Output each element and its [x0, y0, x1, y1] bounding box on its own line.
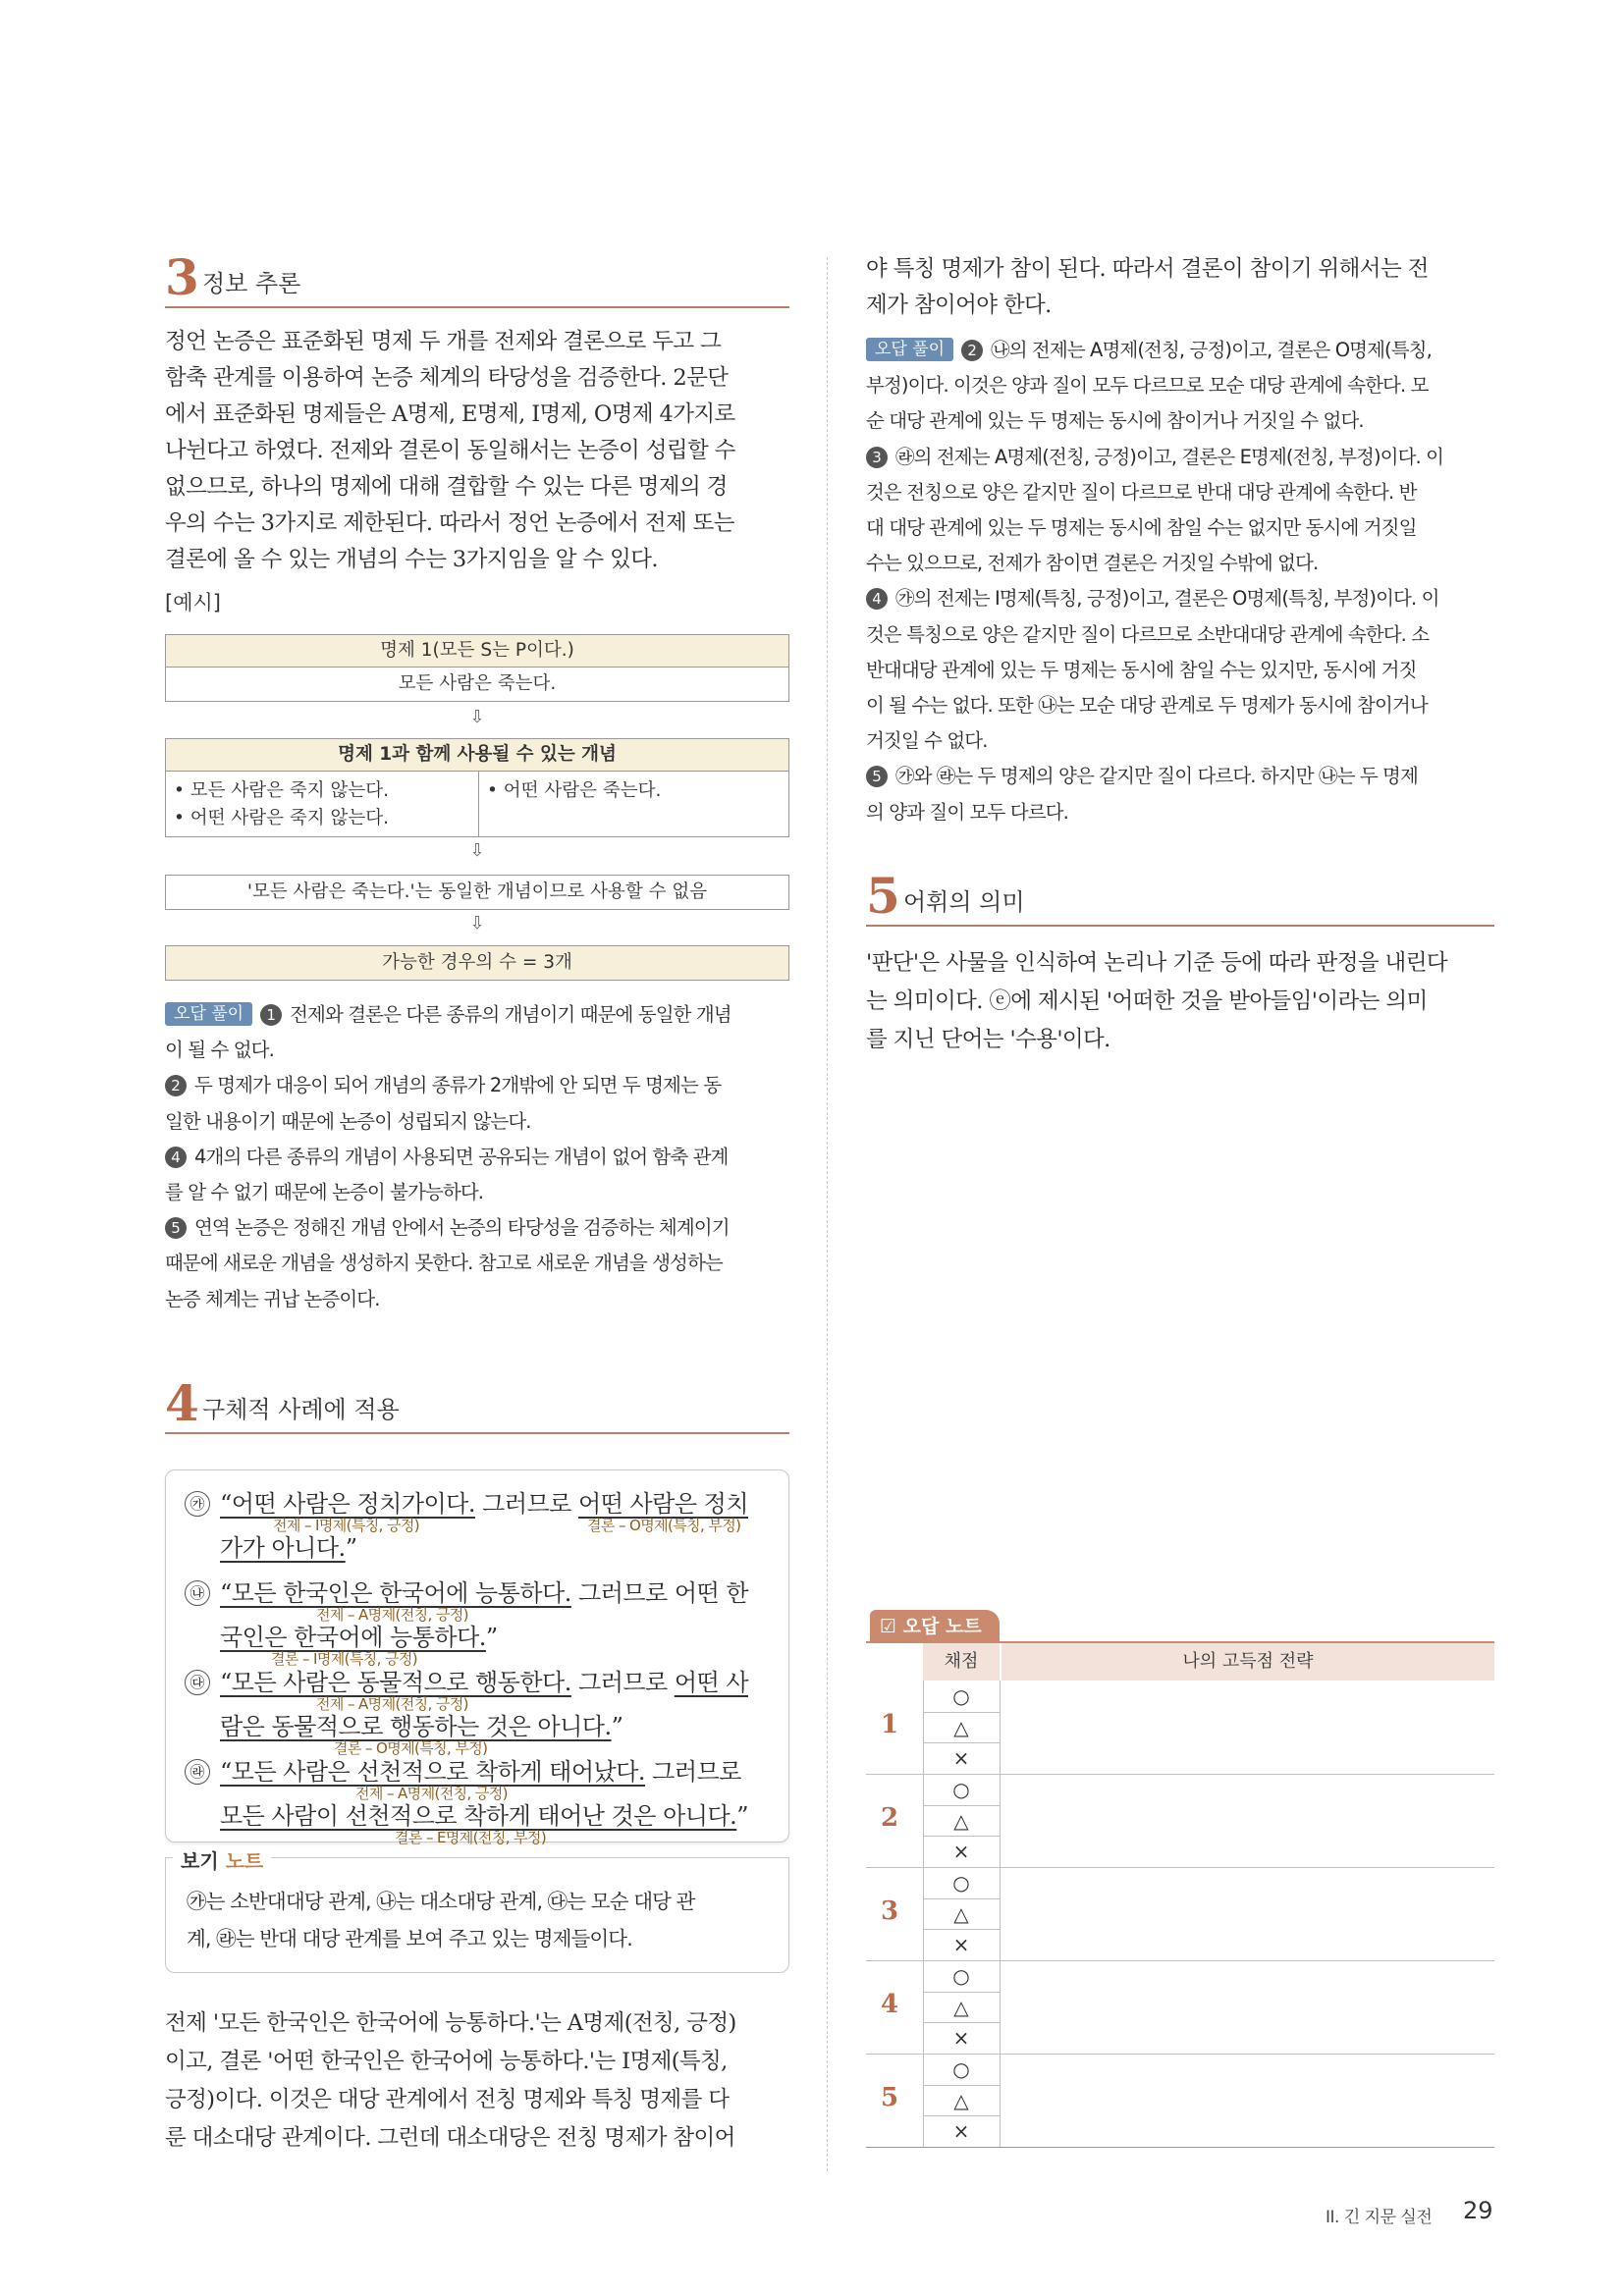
proposition-box-body: 모든 사람은 죽는다. [165, 667, 789, 702]
combinable-item: • 어떤 사람은 죽지 않는다. [174, 808, 390, 828]
connector-text: 그러므로 어떤 한 [570, 1579, 749, 1607]
conclusion-annotation: 결론 – I명제(특칭, 긍정) [271, 1650, 418, 1668]
wrong-mark[interactable]: × [952, 2119, 970, 2144]
excluded-box: '모든 사람은 죽는다.'는 동일한 개념이므로 사용할 수 없음 [165, 875, 789, 910]
text-line: 결론에 올 수 있는 개념의 수는 3가지임을 알 수 있다. [165, 547, 658, 572]
column-divider [827, 257, 828, 2171]
correct-mark[interactable]: ○ [952, 1964, 970, 1988]
section-number: 3 [165, 248, 199, 306]
proposition-box-title: 명제 1(모든 S는 P이다.) [165, 634, 789, 667]
partial-mark[interactable]: △ [953, 1715, 969, 1739]
text-line: 함축 관계를 이용하여 논증 체계의 타당성을 검증한다. 2문단 [165, 365, 729, 391]
wrong-line [866, 581, 1494, 616]
combinable-box-right [478, 771, 789, 837]
note-row-number: 2 [880, 1802, 899, 1833]
section-5-paragraph [866, 944, 1494, 1059]
down-arrow-icon: ⇩ [469, 840, 485, 861]
partial-mark[interactable]: △ [953, 1995, 969, 2019]
note-row-number: 3 [880, 1896, 899, 1926]
text-line: 에서 표준화된 명제들은 A명제, E명제, I명제, O명제 4가지로 [165, 401, 735, 427]
wrong-line: 이 될 수는 없다. 또한 ㉯는 모순 대당 관계로 두 명제가 동시에 참이거나 [866, 694, 1428, 718]
wrong-line: 를 알 수 없기 때문에 논증이 불가능하다. [165, 1181, 484, 1204]
text-line: 정언 논증은 표준화된 명제 두 개를 전제와 결론으로 두고 그 [165, 329, 722, 354]
wrong-mark[interactable]: × [952, 1840, 970, 1864]
bogi-note-tab [173, 1845, 271, 1874]
text-line: 제가 참이어야 한다. [866, 293, 1052, 318]
example-label: [예시] [165, 591, 221, 614]
column-divider [1000, 1681, 1001, 2147]
partial-mark[interactable]: △ [953, 2088, 969, 2112]
wrong-line [866, 759, 1494, 794]
wrong-text: 전제와 결론은 다른 종류의 개념이기 때문에 동일한 개념 [290, 1003, 731, 1026]
example-ga-line-1 [185, 1484, 748, 1519]
connector-text: 그러므로 [645, 1758, 741, 1786]
symbol-divider [923, 2085, 1000, 2086]
example-marker: ㉯ [185, 1580, 210, 1606]
premise-text: “어떤 사람은 정치가이다. [220, 1490, 475, 1518]
quote-end: ” [611, 1713, 623, 1740]
section-5-header [866, 867, 1494, 927]
section-title: 구체적 사례에 적용 [202, 1396, 400, 1423]
section-4-paragraph-continued [866, 251, 1494, 324]
choice-number: 1 [260, 1004, 282, 1026]
text-line: 나뉜다고 하였다. 전제와 결론이 동일해서는 논증이 성립할 수 [165, 438, 735, 463]
text-line: 야 특칭 명제가 참이 된다. 따라서 결론이 참이기 위해서는 전 [866, 256, 1429, 282]
wrong-line: 것은 특칭으로 양은 같지만 질이 다르므로 소반대대당 관계에 속한다. 소 [866, 622, 1430, 646]
choice-number: 3 [866, 447, 888, 468]
quote-end: ” [736, 1802, 749, 1830]
symbol-divider [923, 1712, 1000, 1713]
wrong-line: 대 대당 관계에 있는 두 명제는 동시에 참일 수는 없지만 동시에 거짓일 [866, 516, 1417, 540]
choice-number: 2 [961, 340, 983, 361]
wrong-line [866, 440, 1494, 475]
strategy-cell[interactable] [1001, 1867, 1494, 1960]
text-line: 룬 대소대당 관계이다. 그런데 대소대당은 전칭 명제가 참이어 [165, 2125, 735, 2151]
wrong-line: 논증 체계는 귀납 논증이다. [165, 1287, 380, 1310]
symbol-divider [923, 1898, 1000, 1899]
strategy-cell[interactable] [1001, 1960, 1494, 2054]
text-line: 우의 수는 3가지로 제한된다. 따라서 정언 논증에서 전제 또는 [165, 510, 734, 536]
choice-number: 2 [165, 1075, 187, 1096]
correct-mark[interactable]: ○ [952, 1778, 970, 1801]
column-divider [923, 1681, 924, 2147]
partial-mark[interactable]: △ [953, 1901, 969, 1926]
wrong-mark[interactable]: × [952, 1746, 970, 1771]
premise-annotation: 전제 – A명제(전칭, 긍정) [355, 1785, 508, 1802]
example-marker: ㉰ [185, 1670, 210, 1695]
wrong-line: 이 될 수 없다. [165, 1039, 274, 1062]
wrong-answer-section-3 [165, 997, 793, 1317]
wrong-mark[interactable]: × [952, 1933, 970, 1957]
wrong-line [165, 1068, 793, 1103]
premise-text: “모든 사람은 동물적으로 행동한다. [220, 1669, 571, 1696]
conclusion-annotation: 결론 – O명제(특칭, 부정) [334, 1739, 488, 1757]
strategy-column-header: 나의 고득점 전략 [1001, 1643, 1494, 1681]
wrong-line [165, 1140, 793, 1175]
wrong-mark[interactable]: × [952, 2026, 970, 2051]
choice-number: 4 [165, 1147, 187, 1168]
wrong-line: 때문에 새로운 개념을 생성하지 못한다. 참고로 새로운 개념을 생성하는 [165, 1252, 723, 1275]
text-line: 없으므로, 하나의 명제에 대해 결합할 수 있는 다른 명제의 경 [165, 474, 728, 500]
text-line: '판단'은 사물을 인식하여 논리나 기준 등에 따라 판정을 내린다 [866, 950, 1447, 976]
example-ra-line-2 [220, 1796, 748, 1831]
wrong-line [165, 997, 793, 1033]
wrong-line: 순 대당 관계에 있는 두 명제는 동시에 참이거나 거짓일 수 없다. [866, 409, 1364, 433]
wrong-text: 4개의 다른 종류의 개념이 사용되면 공유되는 개념이 없어 함축 관계 [194, 1145, 729, 1168]
text-line: 이고, 결론 '어떤 한국인은 한국어에 능통하다.'는 I명제(특칭, [165, 2049, 728, 2074]
combinable-item: • 어떤 사람은 죽는다. [487, 780, 662, 801]
row-divider [866, 2147, 1494, 2148]
wrong-badge: 오답 풀이 [866, 338, 953, 361]
conclusion-annotation: 결론 – E명제(전칭, 부정) [395, 1829, 547, 1846]
symbol-divider [923, 1805, 1000, 1806]
conclusion-text: 모든 사람이 선천적으로 착하게 태어난 것은 아니다. [220, 1802, 737, 1830]
section-title: 정보 추론 [202, 270, 301, 297]
count-box: 가능한 경우의 수 = 3개 [165, 945, 789, 981]
wrong-line: 수는 있으므로, 전제가 참이면 결론은 거짓일 수밖에 없다. [866, 552, 1319, 575]
wrong-line: 거짓일 수 없다. [866, 729, 988, 753]
choice-number: 5 [165, 1217, 187, 1239]
strategy-cell[interactable] [1001, 2054, 1494, 2147]
down-arrow-icon: ⇩ [469, 913, 485, 934]
example-ra-line-1 [185, 1752, 741, 1787]
section-title: 어휘의 의미 [903, 888, 1025, 916]
combinable-item: • 모든 사람은 죽지 않는다. [174, 780, 390, 801]
quote-end: ” [345, 1534, 357, 1562]
bogi-label: 보기 [181, 1849, 219, 1873]
section-4-header [165, 1374, 789, 1434]
symbol-divider [923, 2022, 1000, 2023]
correct-mark[interactable]: ○ [952, 1871, 970, 1895]
premise-text: “모든 사람은 선천적으로 착하게 태어났다. [220, 1758, 646, 1786]
premise-annotation: 전제 – I명제(특칭, 긍정) [273, 1517, 420, 1534]
section-number: 5 [866, 867, 900, 925]
down-arrow-icon: ⇩ [469, 707, 485, 727]
section-4-paragraph [165, 2004, 793, 2158]
symbol-divider [923, 1992, 1000, 1993]
wrong-text: 두 명제가 대응이 되어 개념의 종류가 2개밖에 안 되면 두 명제는 동 [194, 1074, 722, 1097]
wrong-line [866, 333, 1494, 368]
connector-text: 그러므로 [475, 1490, 578, 1518]
text-line: 는 의미이다. ⓔ에 제시된 '어떠한 것을 받아들임'이라는 의미 [866, 988, 1428, 1014]
choice-number: 5 [866, 766, 888, 787]
combinable-box-title: 명제 1과 함께 사용될 수 있는 개념 [165, 738, 789, 772]
wrong-text: 연역 논증은 정해진 개념 안에서 논증의 타당성을 검증하는 체계이기 [194, 1216, 730, 1240]
symbol-divider [923, 1836, 1000, 1837]
wrong-line: 부정)이다. 이것은 양과 질이 모두 다르므로 모순 대당 관계에 속한다. 모 [866, 374, 1429, 398]
page-number: 29 [1463, 2197, 1493, 2224]
note-row-number: 1 [880, 1709, 899, 1739]
score-column-header: 채점 [923, 1643, 1000, 1681]
wrong-badge: 오답 풀이 [165, 1002, 252, 1026]
wrong-line: 의 양과 질이 모두 다르다. [866, 800, 1068, 824]
strategy-cell[interactable] [1001, 1774, 1494, 1867]
premise-text: “모든 한국인은 한국어에 능통하다. [220, 1579, 571, 1607]
symbol-divider [923, 2115, 1000, 2116]
partial-mark[interactable]: △ [953, 1808, 969, 1833]
conclusion-text: 어떤 사람은 정치 [578, 1490, 749, 1518]
wrong-answer-section-4 [866, 333, 1494, 830]
conclusion-text: 국인은 한국어에 능통하다. [220, 1624, 486, 1651]
connector-text: 그러므로 [570, 1669, 675, 1696]
bogi-line: ㉮는 소반대대당 관계, ㉯는 대소대당 관계, ㉰는 모순 대당 관 [187, 1890, 695, 1913]
bogi-line: 계, ㉱는 반대 대당 관계를 보여 주고 있는 명제들이다. [187, 1927, 632, 1950]
combinable-box-left [165, 771, 479, 837]
wrong-line: 것은 전칭으로 양은 같지만 질이 다르므로 반대 대당 관계에 속한다. 반 [866, 480, 1417, 504]
wrong-line: 반대대당 관계에 있는 두 명제는 동시에 참일 수는 있지만, 동시에 거짓 [866, 658, 1417, 681]
footer-section: II. 긴 지문 실전 [1326, 2208, 1433, 2227]
premise-annotation: 전제 – A명제(전칭, 긍정) [316, 1695, 468, 1713]
wrong-text: ㉮와 ㉱는 두 명제의 양은 같지만 질이 다르다. 하지만 ㉯는 두 명제 [895, 765, 1418, 788]
example-ga-line-2 [220, 1528, 356, 1563]
wrong-text: ㉯의 전제는 A명제(전칭, 긍정)이고, 결론은 O명제(특칭, [991, 339, 1432, 361]
wrong-note-tab: ☑ 오답 노트 [870, 1610, 1000, 1643]
conclusion-annotation: 결론 – O명제(특칭, 부정) [587, 1517, 741, 1534]
conclusion-text: 어떤 사 [674, 1669, 749, 1696]
bogi-note-text [187, 1883, 776, 1957]
quote-end: ” [485, 1624, 498, 1651]
example-marker: ㉱ [185, 1759, 210, 1785]
example-na-line-1 [185, 1574, 748, 1608]
text-line: 긍정)이다. 이것은 대당 관계에서 전칭 명제와 특칭 명제를 다 [165, 2087, 730, 2112]
example-da-line-1 [185, 1663, 748, 1697]
section-3-paragraph [165, 324, 789, 578]
note-row-number: 4 [880, 1989, 899, 2019]
conclusion-text: 가가 아니다. [220, 1534, 346, 1562]
example-marker: ㉮ [185, 1491, 210, 1517]
strategy-cell[interactable] [1001, 1681, 1494, 1774]
wrong-text: ㉱의 전제는 A명제(전칭, 긍정)이고, 결론은 E명제(전칭, 부정)이다. 이 [895, 445, 1444, 468]
premise-annotation: 전제 – A명제(전칭, 긍정) [316, 1606, 468, 1624]
section-number: 4 [165, 1374, 199, 1432]
example-na-line-2 [220, 1618, 498, 1652]
note-row-number: 5 [880, 2082, 899, 2112]
text-line: 를 지닌 단어는 '수용'이다. [866, 1027, 1110, 1052]
wrong-line: 일한 내용이기 때문에 논증이 성립되지 않는다. [165, 1109, 531, 1133]
symbol-divider [923, 1742, 1000, 1743]
symbol-divider [923, 1929, 1000, 1930]
correct-mark[interactable]: ○ [952, 1684, 970, 1708]
wrong-text: ㉮의 전제는 I명제(특칭, 긍정)이고, 결론은 O명제(특칭, 부정)이다. 이 [895, 587, 1439, 611]
wrong-line [165, 1210, 793, 1246]
correct-mark[interactable]: ○ [952, 2057, 970, 2081]
example-da-line-2 [220, 1707, 623, 1741]
text-line: 전제 '모든 한국인은 한국어에 능통하다.'는 A명제(전칭, 긍정) [165, 2010, 736, 2036]
section-3-header [165, 248, 789, 308]
conclusion-text: 람은 동물적으로 행동하는 것은 아니다. [220, 1713, 612, 1740]
choice-number: 4 [866, 588, 888, 610]
bogi-note-label: 노트 [225, 1849, 264, 1873]
